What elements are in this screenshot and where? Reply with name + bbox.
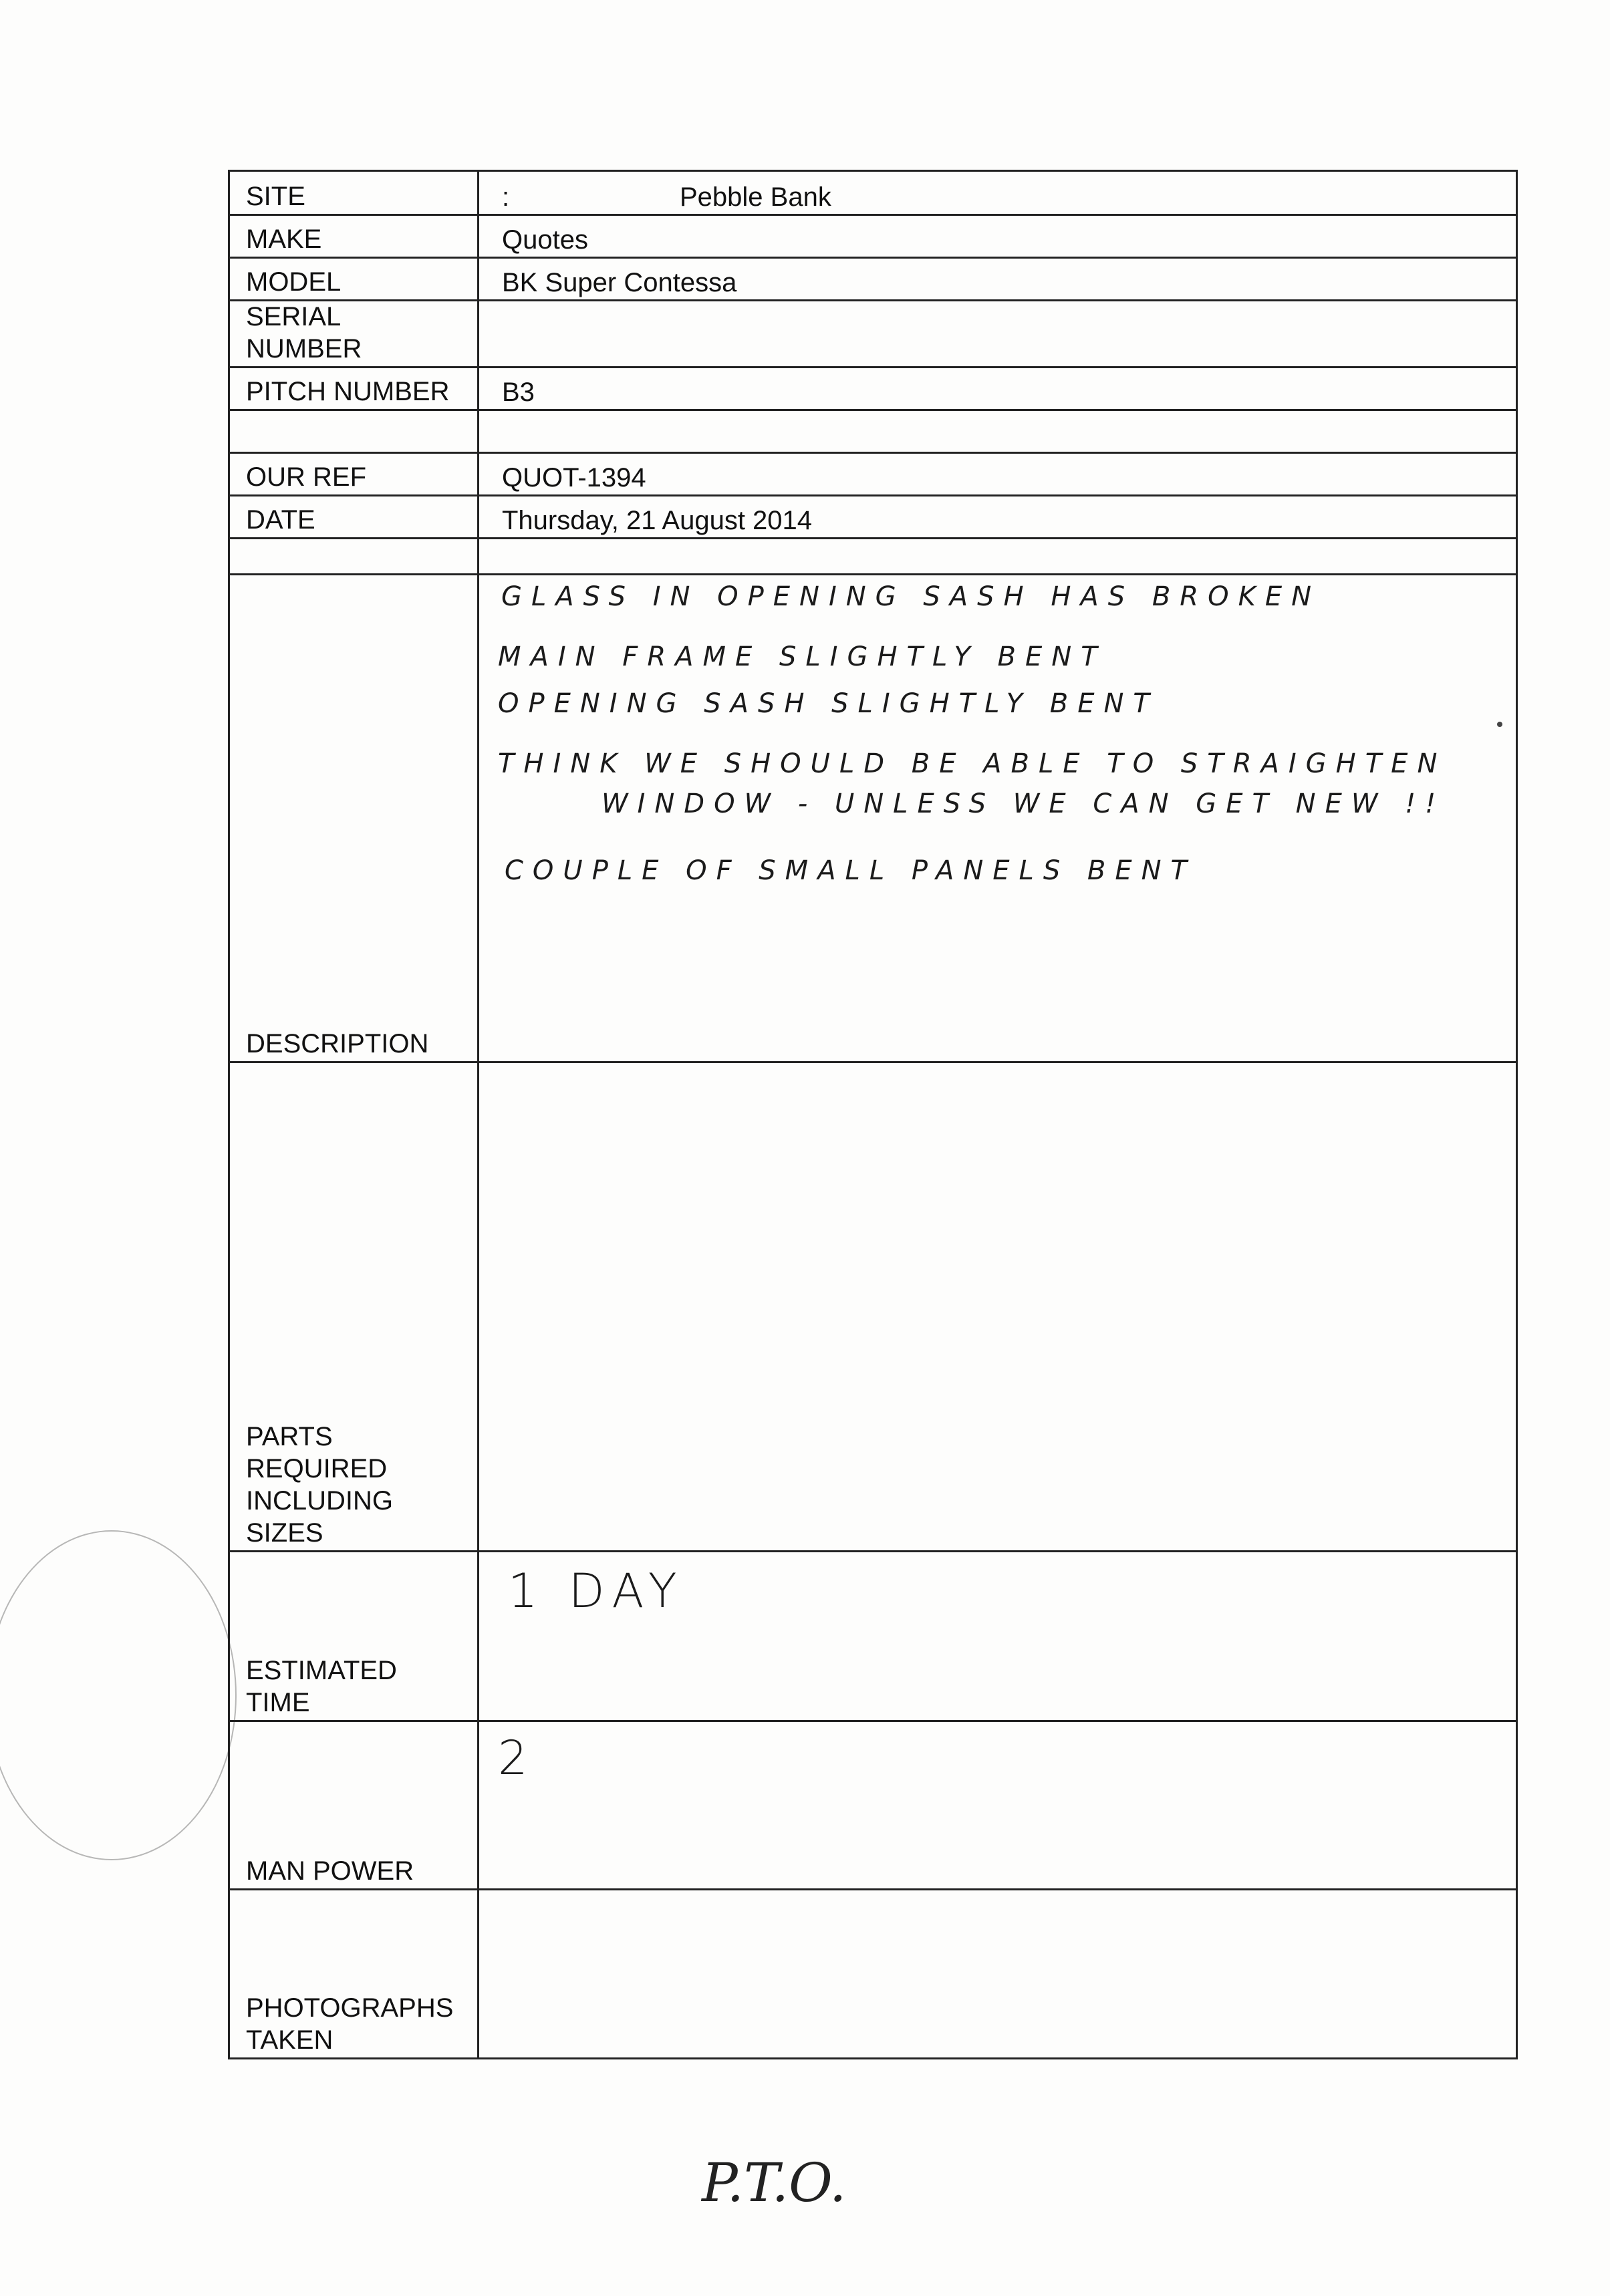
row-make [230, 216, 1516, 259]
estimated-time-label: ESTIMATED TIME [230, 1552, 479, 1720]
make-label: MAKE [230, 216, 479, 257]
row-man-power [230, 1722, 1516, 1890]
handwritten-description-line-6: COUPLE OF SMALL PANELS BENT [505, 855, 1196, 886]
man-power-value-cell [479, 1722, 1516, 1888]
pitch-value-cell [479, 368, 1516, 409]
row-our-ref [230, 454, 1516, 496]
blank-label-2 [230, 539, 479, 573]
date-value-cell [479, 496, 1516, 537]
model-value: BK Super Contessa [502, 268, 737, 297]
make-value-cell [479, 216, 1516, 257]
handwritten-description-line-2: MAIN FRAME SLIGHTLY BENT [498, 641, 1107, 672]
site-value-cell [479, 172, 1516, 214]
site-label: SITE [230, 172, 479, 214]
row-site [230, 172, 1516, 216]
site-colon: : [502, 182, 510, 212]
photographs-value-cell [479, 1890, 1516, 2057]
handwritten-description-line-4: THINK WE SHOULD BE ABLE TO STRAIGHTEN [498, 748, 1447, 779]
our-ref-value-cell [479, 454, 1516, 494]
handwritten-man-power: 2 [498, 1731, 536, 1785]
pitch-label: PITCH NUMBER [230, 368, 479, 409]
blank-value-2 [479, 539, 1516, 573]
handwritten-description-line-3: OPENING SASH SLIGHTLY BENT [498, 688, 1159, 719]
blank-value-1 [479, 411, 1516, 452]
handwritten-pto: P.T.O. [702, 2152, 847, 2214]
quote-form [228, 170, 1518, 2059]
row-date [230, 496, 1516, 539]
row-estimated-time [230, 1552, 1516, 1722]
date-label: DATE [230, 496, 479, 537]
handwritten-estimated-time: 1 DAY [508, 1564, 685, 1618]
row-blank-1 [230, 411, 1516, 454]
serial-label: SERIAL NUMBER [230, 301, 479, 366]
parts-label: PARTS REQUIRED INCLUDING SIZES [230, 1063, 479, 1550]
parts-value-cell [479, 1063, 1516, 1550]
handwritten-description-line-1: GLASS IN OPENING SASH HAS BROKEN [501, 581, 1321, 612]
blank-label-1 [230, 411, 479, 452]
row-serial [230, 301, 1516, 368]
row-blank-2 [230, 539, 1516, 575]
make-value: Quotes [502, 225, 588, 255]
photographs-label: PHOTOGRAPHS TAKEN [230, 1890, 479, 2057]
model-label: MODEL [230, 259, 479, 299]
date-value: Thursday, 21 August 2014 [502, 506, 813, 535]
ink-dot [1497, 722, 1502, 727]
row-pitch [230, 368, 1516, 411]
row-model [230, 259, 1516, 301]
description-label: DESCRIPTION [230, 575, 479, 1061]
man-power-label: MAN POWER [230, 1722, 479, 1888]
our-ref-label: OUR REF [230, 454, 479, 494]
row-parts [230, 1063, 1516, 1552]
row-photographs [230, 1890, 1516, 2057]
serial-value-cell [479, 301, 1516, 366]
model-value-cell [479, 259, 1516, 299]
site-value: Pebble Bank [680, 182, 831, 212]
handwritten-description-line-5: WINDOW - UNLESS WE CAN GET NEW !! [601, 788, 1446, 819]
pitch-value: B3 [502, 378, 535, 407]
faint-circle-mark [0, 1530, 237, 1860]
our-ref-value: QUOT-1394 [502, 463, 646, 492]
